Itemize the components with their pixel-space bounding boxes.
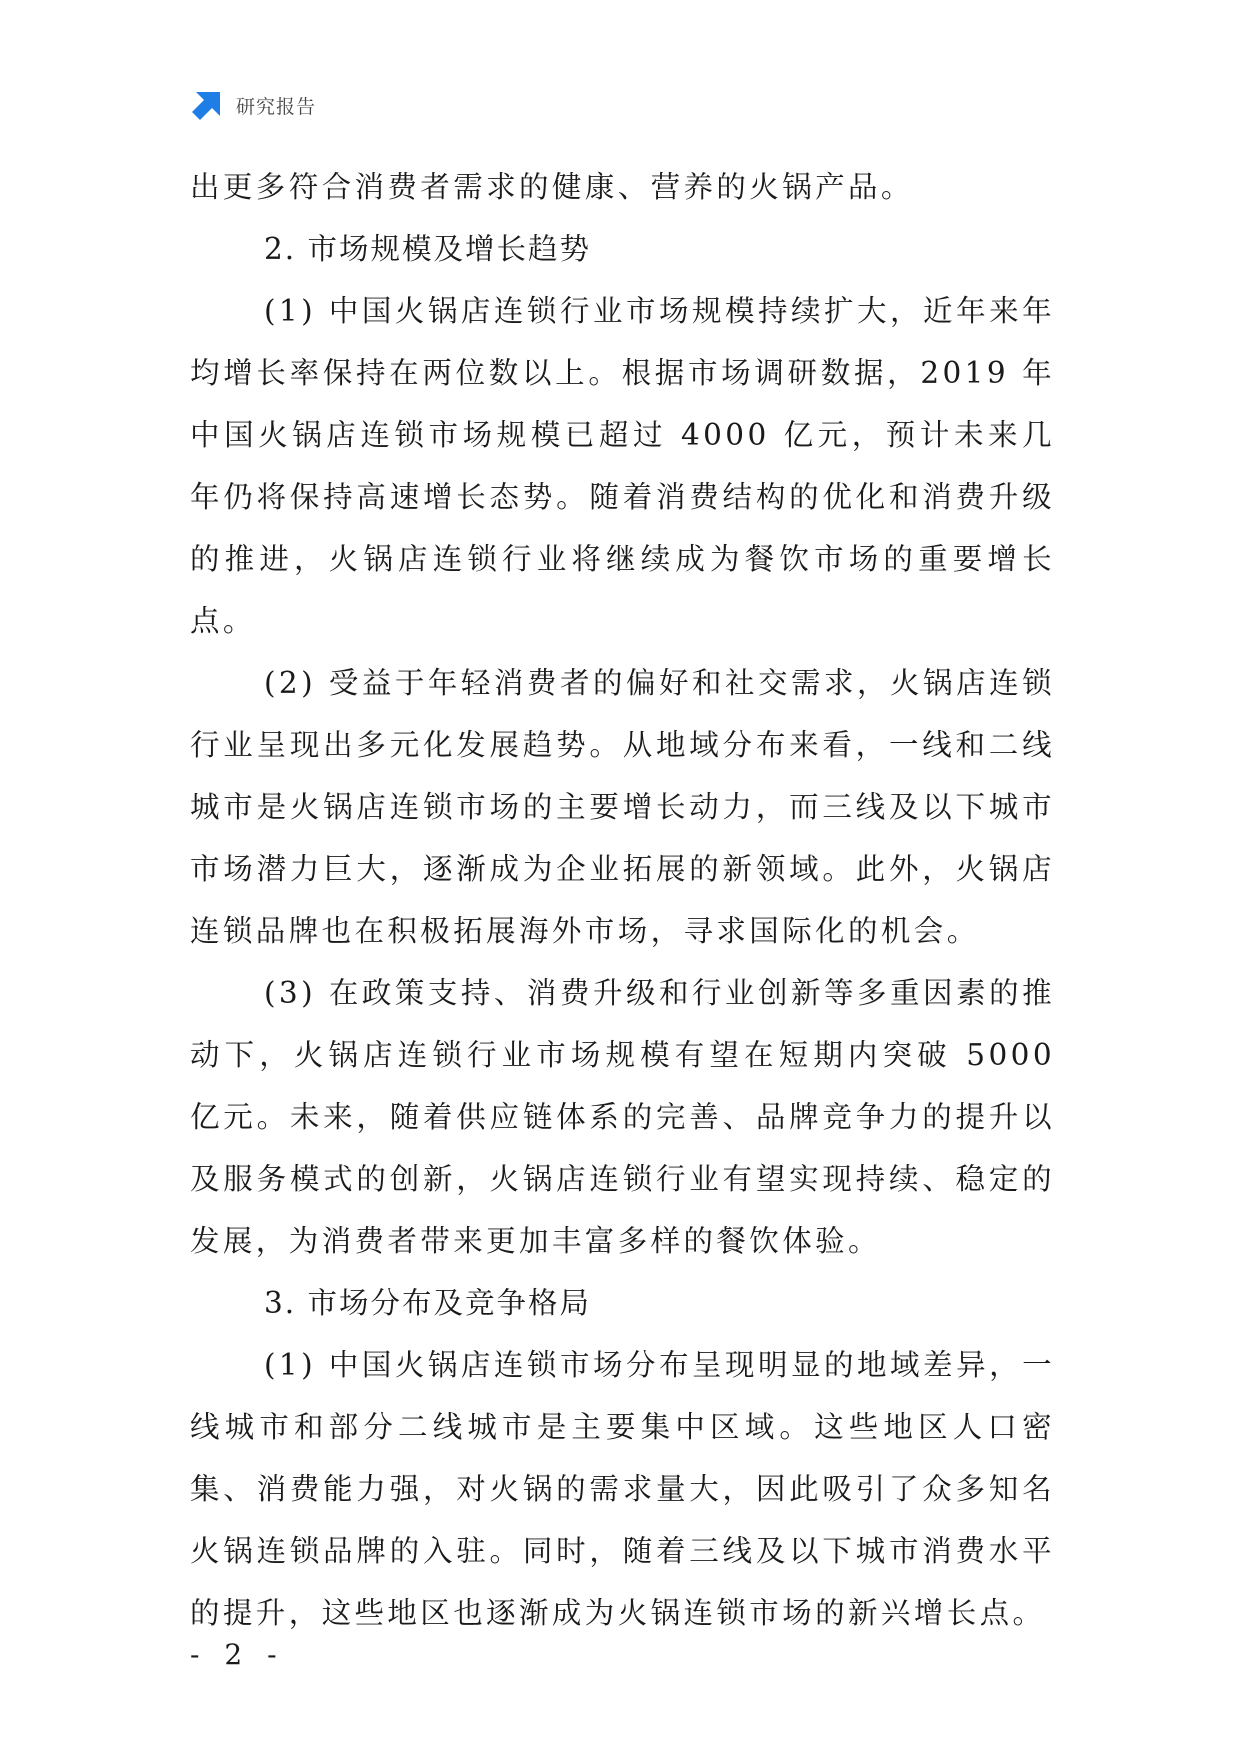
page-number: - 2 - xyxy=(190,1638,285,1671)
paragraph-continuation: 出更多符合消费者需求的健康、营养的火锅产品。 xyxy=(190,170,914,204)
arrow-logo-icon xyxy=(190,88,224,122)
page-header xyxy=(190,88,316,122)
paragraph-market-size-2: (2) 受益于年轻消费者的偏好和社交需求，火锅店连锁行业呈现出多元化发展趋势。从地域分布来看，一线和二线城市是火锅店连锁市场的主要增长动力，而三线及以下城市市场潜力巨大，逐渐成为企业拓展的新领域。此外，火锅店连锁品牌也在积极拓展海外市场，寻求国际化的机会。 xyxy=(190,666,1055,948)
section-heading-market-size: 2. 市场规模及增长趋势 xyxy=(264,232,592,266)
header-title: 研究报告 xyxy=(236,95,317,118)
document-body xyxy=(190,156,1055,1644)
paragraph-market-size-1: (1) 中国火锅店连锁行业市场规模持续扩大，近年来年均增长率保持在两位数以上。根据市场调研数据，2019 年中国火锅店连锁市场规模已超过 4000 亿元，预计未来几年仍将保持高速增长态势。随着消费结构的优化和消费升级的推进，火锅店连锁行业将继续成为餐饮市场的重要增长点。 xyxy=(190,294,1055,638)
section-heading-market-distribution: 3. 市场分布及竞争格局 xyxy=(264,1286,592,1320)
paragraph-market-distribution-1: (1) 中国火锅店连锁市场分布呈现明显的地域差异，一线城市和部分二线城市是主要集中区域。这些地区人口密集、消费能力强，对火锅的需求量大，因此吸引了众多知名火锅连锁品牌的入驻。同时，随着三线及以下城市消费水平的提升，这些地区也逐渐成为火锅连锁市场的新兴增长点。 xyxy=(190,1348,1055,1630)
paragraph-market-size-3: (3) 在政策支持、消费升级和行业创新等多重因素的推动下，火锅店连锁行业市场规模有望在短期内突破 5000 亿元。未来，随着供应链体系的完善、品牌竞争力的提升以及服务模式的创新，火锅店连锁行业有望实现持续、稳定的发展，为消费者带来更加丰富多样的餐饮体验。 xyxy=(190,976,1055,1258)
